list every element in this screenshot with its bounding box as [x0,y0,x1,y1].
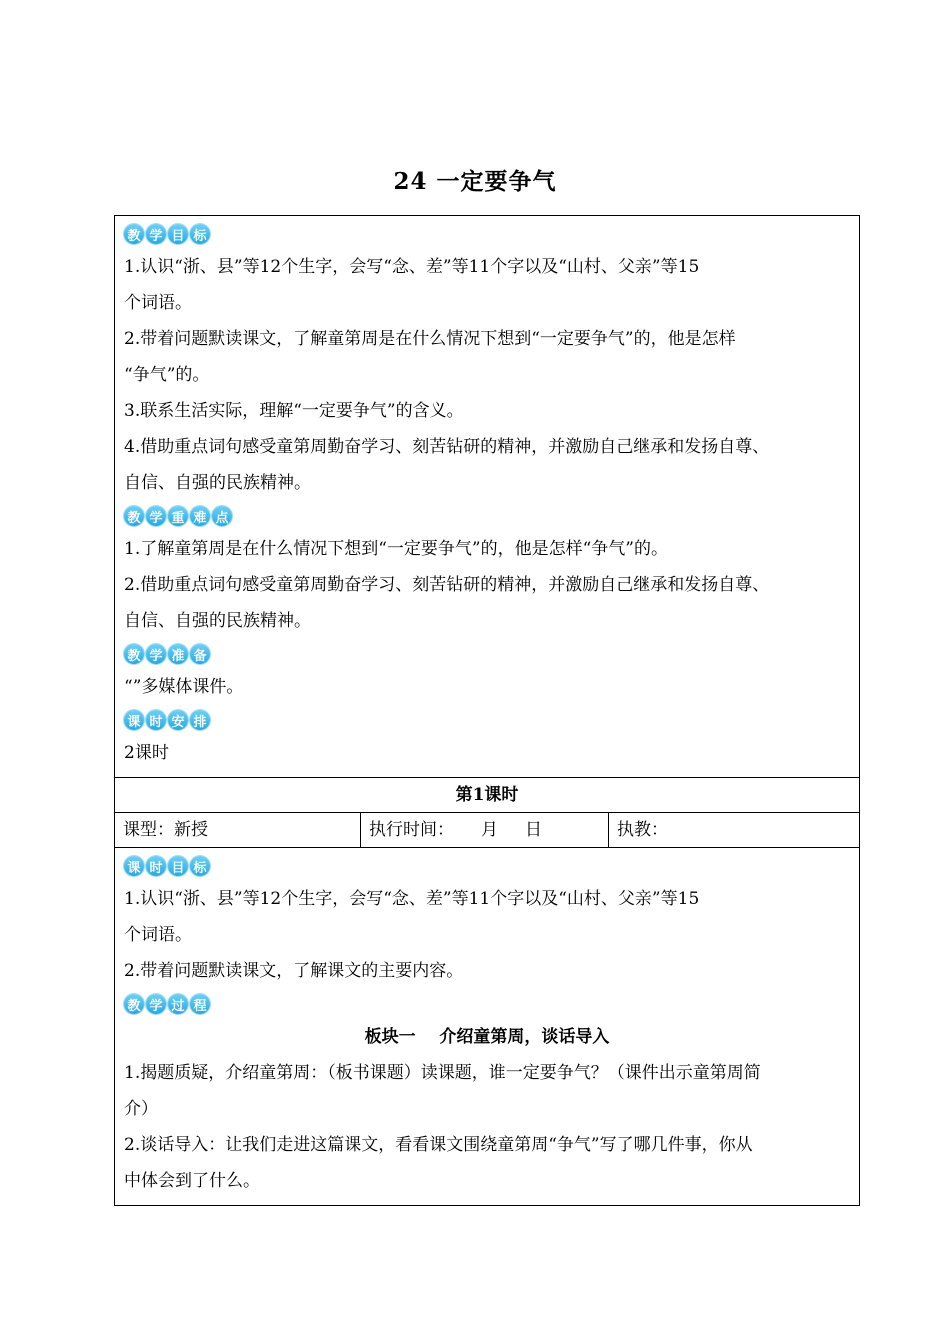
badge-char: 点 [212,506,232,526]
process-line: 2.谈话导入：让我们走进这篇课文，看看课文围绕童第周“争气”写了哪几件事，你从 [124,1135,753,1155]
lesson-goal-line: 个词语。 [124,925,192,945]
lesson-goal-line: 2.带着问题默读课文，了解课文的主要内容。 [124,961,464,981]
preparation-badge [124,641,850,667]
process-badge [124,991,850,1017]
badge-char: 教 [124,224,144,244]
key-point-line: 1.了解童第周是在什么情况下想到“一定要争气”的，他是怎样“争气”的。 [124,539,668,559]
preparation-line: “”多媒体课件。 [124,677,244,697]
badge-char: 学 [146,506,166,526]
badge-char: 安 [168,710,188,730]
schedule-badge [124,707,850,733]
badge-char: 教 [124,994,144,1014]
key-point-line: 自信、自强的民族精神。 [124,611,311,631]
lesson-teacher: 执教： [617,820,668,840]
badge-char: 时 [146,856,166,876]
lesson-type: 课型：新授 [115,813,361,847]
goal-line: 1.认识“浙、县”等12个生字，会写“念、差”等11个字以及“山村、父亲”等15 [124,257,700,277]
badge-char: 标 [190,856,210,876]
badge-char: 学 [146,224,166,244]
badge-char: 程 [190,994,210,1014]
process-line: 介） [124,1099,158,1119]
badge-char: 重 [168,506,188,526]
badge-char: 备 [190,644,210,664]
lesson-goal-line: 1.认识“浙、县”等12个生字，会写“念、差”等11个字以及“山村、父亲”等15 [124,889,700,909]
badge-char: 目 [168,224,188,244]
overview-section [115,216,859,778]
badge-char: 教 [124,506,144,526]
badge-char: 学 [146,994,166,1014]
process-line: 1.揭题质疑，介绍童第周：（板书课题）读课题，谁一定要争气？（课件出示童第周简 [124,1063,761,1083]
process-line: 中体会到了什么。 [124,1171,260,1191]
goal-line: “争气”的。 [124,365,210,385]
badge-char: 目 [168,856,188,876]
badge-char: 过 [168,994,188,1014]
badge-char: 准 [168,644,188,664]
badge-char: 课 [124,856,144,876]
badge-char: 学 [146,644,166,664]
lesson-time: 执行时间： 月 日 [361,813,609,847]
badge-char: 课 [124,710,144,730]
lesson1-section [115,848,859,1205]
goal-line: 4.借助重点词句感受童第周勤奋学习、刻苦钻研的精神，并激励自己继承和发扬自尊、 [124,437,770,457]
goal-line: 2.带着问题默读课文，了解童第周是在什么情况下想到“一定要争气”的，他是怎样 [124,329,736,349]
lesson-meta-row [115,813,859,848]
badge-char: 时 [146,710,166,730]
block-title: 板块一 介绍童第周，谈话导入 [364,1027,610,1047]
lesson-heading: 第1课时 [115,778,859,813]
goal-line: 3.联系生活实际，理解“一定要争气”的含义。 [124,401,464,421]
schedule-line: 2课时 [124,743,169,763]
goal-line: 个词语。 [124,293,192,313]
lesson-plan-table [114,215,860,1206]
teaching-goals-badge [124,221,850,247]
page-title: 24 一定要争气 [393,168,557,195]
key-points-badge [124,503,850,529]
badge-char: 难 [190,506,210,526]
badge-char: 排 [190,710,210,730]
badge-char: 教 [124,644,144,664]
badge-char: 标 [190,224,210,244]
key-point-line: 2.借助重点词句感受童第周勤奋学习、刻苦钻研的精神，并激励自己继承和发扬自尊、 [124,575,770,595]
lesson-goals-badge [124,853,850,879]
goal-line: 自信、自强的民族精神。 [124,473,311,493]
